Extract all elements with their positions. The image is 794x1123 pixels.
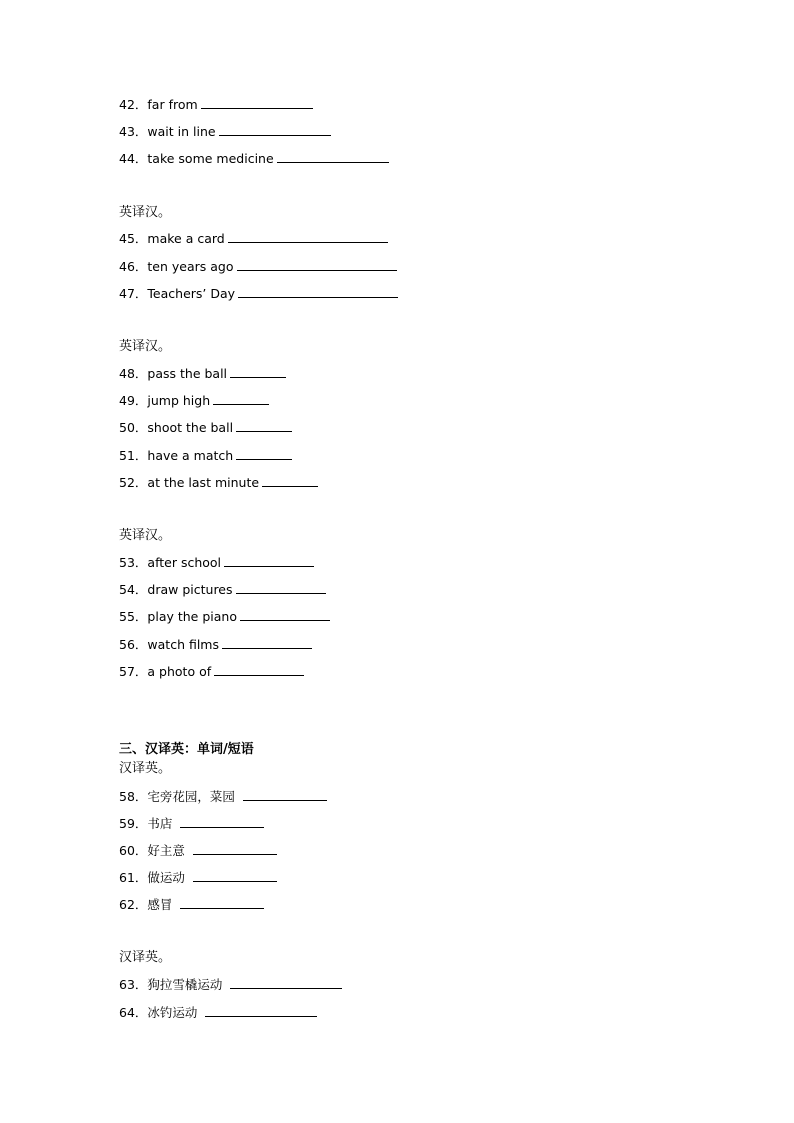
question-text: wait in line xyxy=(147,124,216,139)
question-text: ten years ago xyxy=(147,259,234,274)
question-item: 53．after school xyxy=(119,555,314,571)
question-item: 57．a photo of xyxy=(119,664,304,680)
answer-blank[interactable] xyxy=(238,286,398,298)
question-item: 49．jump high xyxy=(119,393,269,409)
group-heading: 英译汉。 xyxy=(119,339,172,354)
group-heading: 英译汉。 xyxy=(119,205,172,220)
answer-blank[interactable] xyxy=(180,897,264,909)
question-text: play the piano xyxy=(147,609,237,624)
question-text: 做运动 xyxy=(147,870,185,885)
question-item: 47．Teachers’ Day xyxy=(119,286,398,302)
question-text: 书店 xyxy=(147,816,173,831)
group-heading: 英译汉。 xyxy=(119,528,172,543)
question-text: make a card xyxy=(147,231,225,246)
question-item: 61．做运动 xyxy=(119,870,277,886)
question-item: 46．ten years ago xyxy=(119,259,397,275)
answer-blank[interactable] xyxy=(236,420,292,432)
question-text: 冰钓运动 xyxy=(147,1005,198,1020)
answer-blank[interactable] xyxy=(236,448,292,460)
question-item: 43．wait in line xyxy=(119,124,331,140)
answer-blank[interactable] xyxy=(230,977,342,989)
answer-blank[interactable] xyxy=(193,843,277,855)
answer-blank[interactable] xyxy=(262,475,318,487)
question-item: 55．play the piano xyxy=(119,609,330,625)
question-item: 44．take some medicine xyxy=(119,151,389,167)
answer-blank[interactable] xyxy=(213,393,269,405)
answer-blank[interactable] xyxy=(277,151,389,163)
answer-blank[interactable] xyxy=(236,582,326,594)
question-text: 好主意 xyxy=(147,843,185,858)
answer-blank[interactable] xyxy=(228,231,388,243)
question-item: 54．draw pictures xyxy=(119,582,326,598)
answer-blank[interactable] xyxy=(180,816,264,828)
answer-blank[interactable] xyxy=(201,97,313,109)
question-text: draw pictures xyxy=(147,582,233,597)
question-text: Teachers’ Day xyxy=(147,286,236,301)
answer-blank[interactable] xyxy=(193,870,277,882)
question-text: after school xyxy=(147,555,222,570)
group-heading: 汉译英。 xyxy=(119,761,172,776)
question-text: a photo of xyxy=(147,664,212,679)
question-text: shoot the ball xyxy=(147,420,234,435)
question-text: 狗拉雪橇运动 xyxy=(147,977,223,992)
question-item: 59．书店 xyxy=(119,816,264,832)
answer-blank[interactable] xyxy=(237,259,397,271)
group-heading: 汉译英。 xyxy=(119,950,172,965)
question-text: take some medicine xyxy=(147,151,274,166)
question-item: 64．冰钓运动 xyxy=(119,1005,317,1021)
question-text: 感冒 xyxy=(147,897,173,912)
answer-blank[interactable] xyxy=(243,789,327,801)
question-text: pass the ball xyxy=(147,366,228,381)
question-text: watch films xyxy=(147,637,219,652)
question-item: 60．好主意 xyxy=(119,843,277,859)
question-text: 宅旁花园，菜园 xyxy=(147,789,235,804)
question-item: 51．have a match xyxy=(119,448,292,464)
question-text: have a match xyxy=(147,448,234,463)
answer-blank[interactable] xyxy=(230,366,286,378)
question-item: 42．far from xyxy=(119,97,313,113)
question-item: 63．狗拉雪橇运动 xyxy=(119,977,342,993)
answer-blank[interactable] xyxy=(219,124,331,136)
answer-blank[interactable] xyxy=(205,1005,317,1017)
answer-blank[interactable] xyxy=(224,555,314,567)
section-title: 三、汉译英：单词/短语 xyxy=(119,742,254,757)
question-item: 56．watch films xyxy=(119,637,312,653)
question-text: jump high xyxy=(147,393,211,408)
question-item: 50．shoot the ball xyxy=(119,420,292,436)
question-item: 58．宅旁花园，菜园 xyxy=(119,789,327,805)
question-item: 48．pass the ball xyxy=(119,366,286,382)
question-item: 52．at the last minute xyxy=(119,475,318,491)
answer-blank[interactable] xyxy=(240,609,330,621)
question-item: 62．感冒 xyxy=(119,897,264,913)
answer-blank[interactable] xyxy=(214,664,304,676)
question-text: far from xyxy=(147,97,198,112)
question-text: at the last minute xyxy=(147,475,260,490)
answer-blank[interactable] xyxy=(222,637,312,649)
question-item: 45．make a card xyxy=(119,231,388,247)
